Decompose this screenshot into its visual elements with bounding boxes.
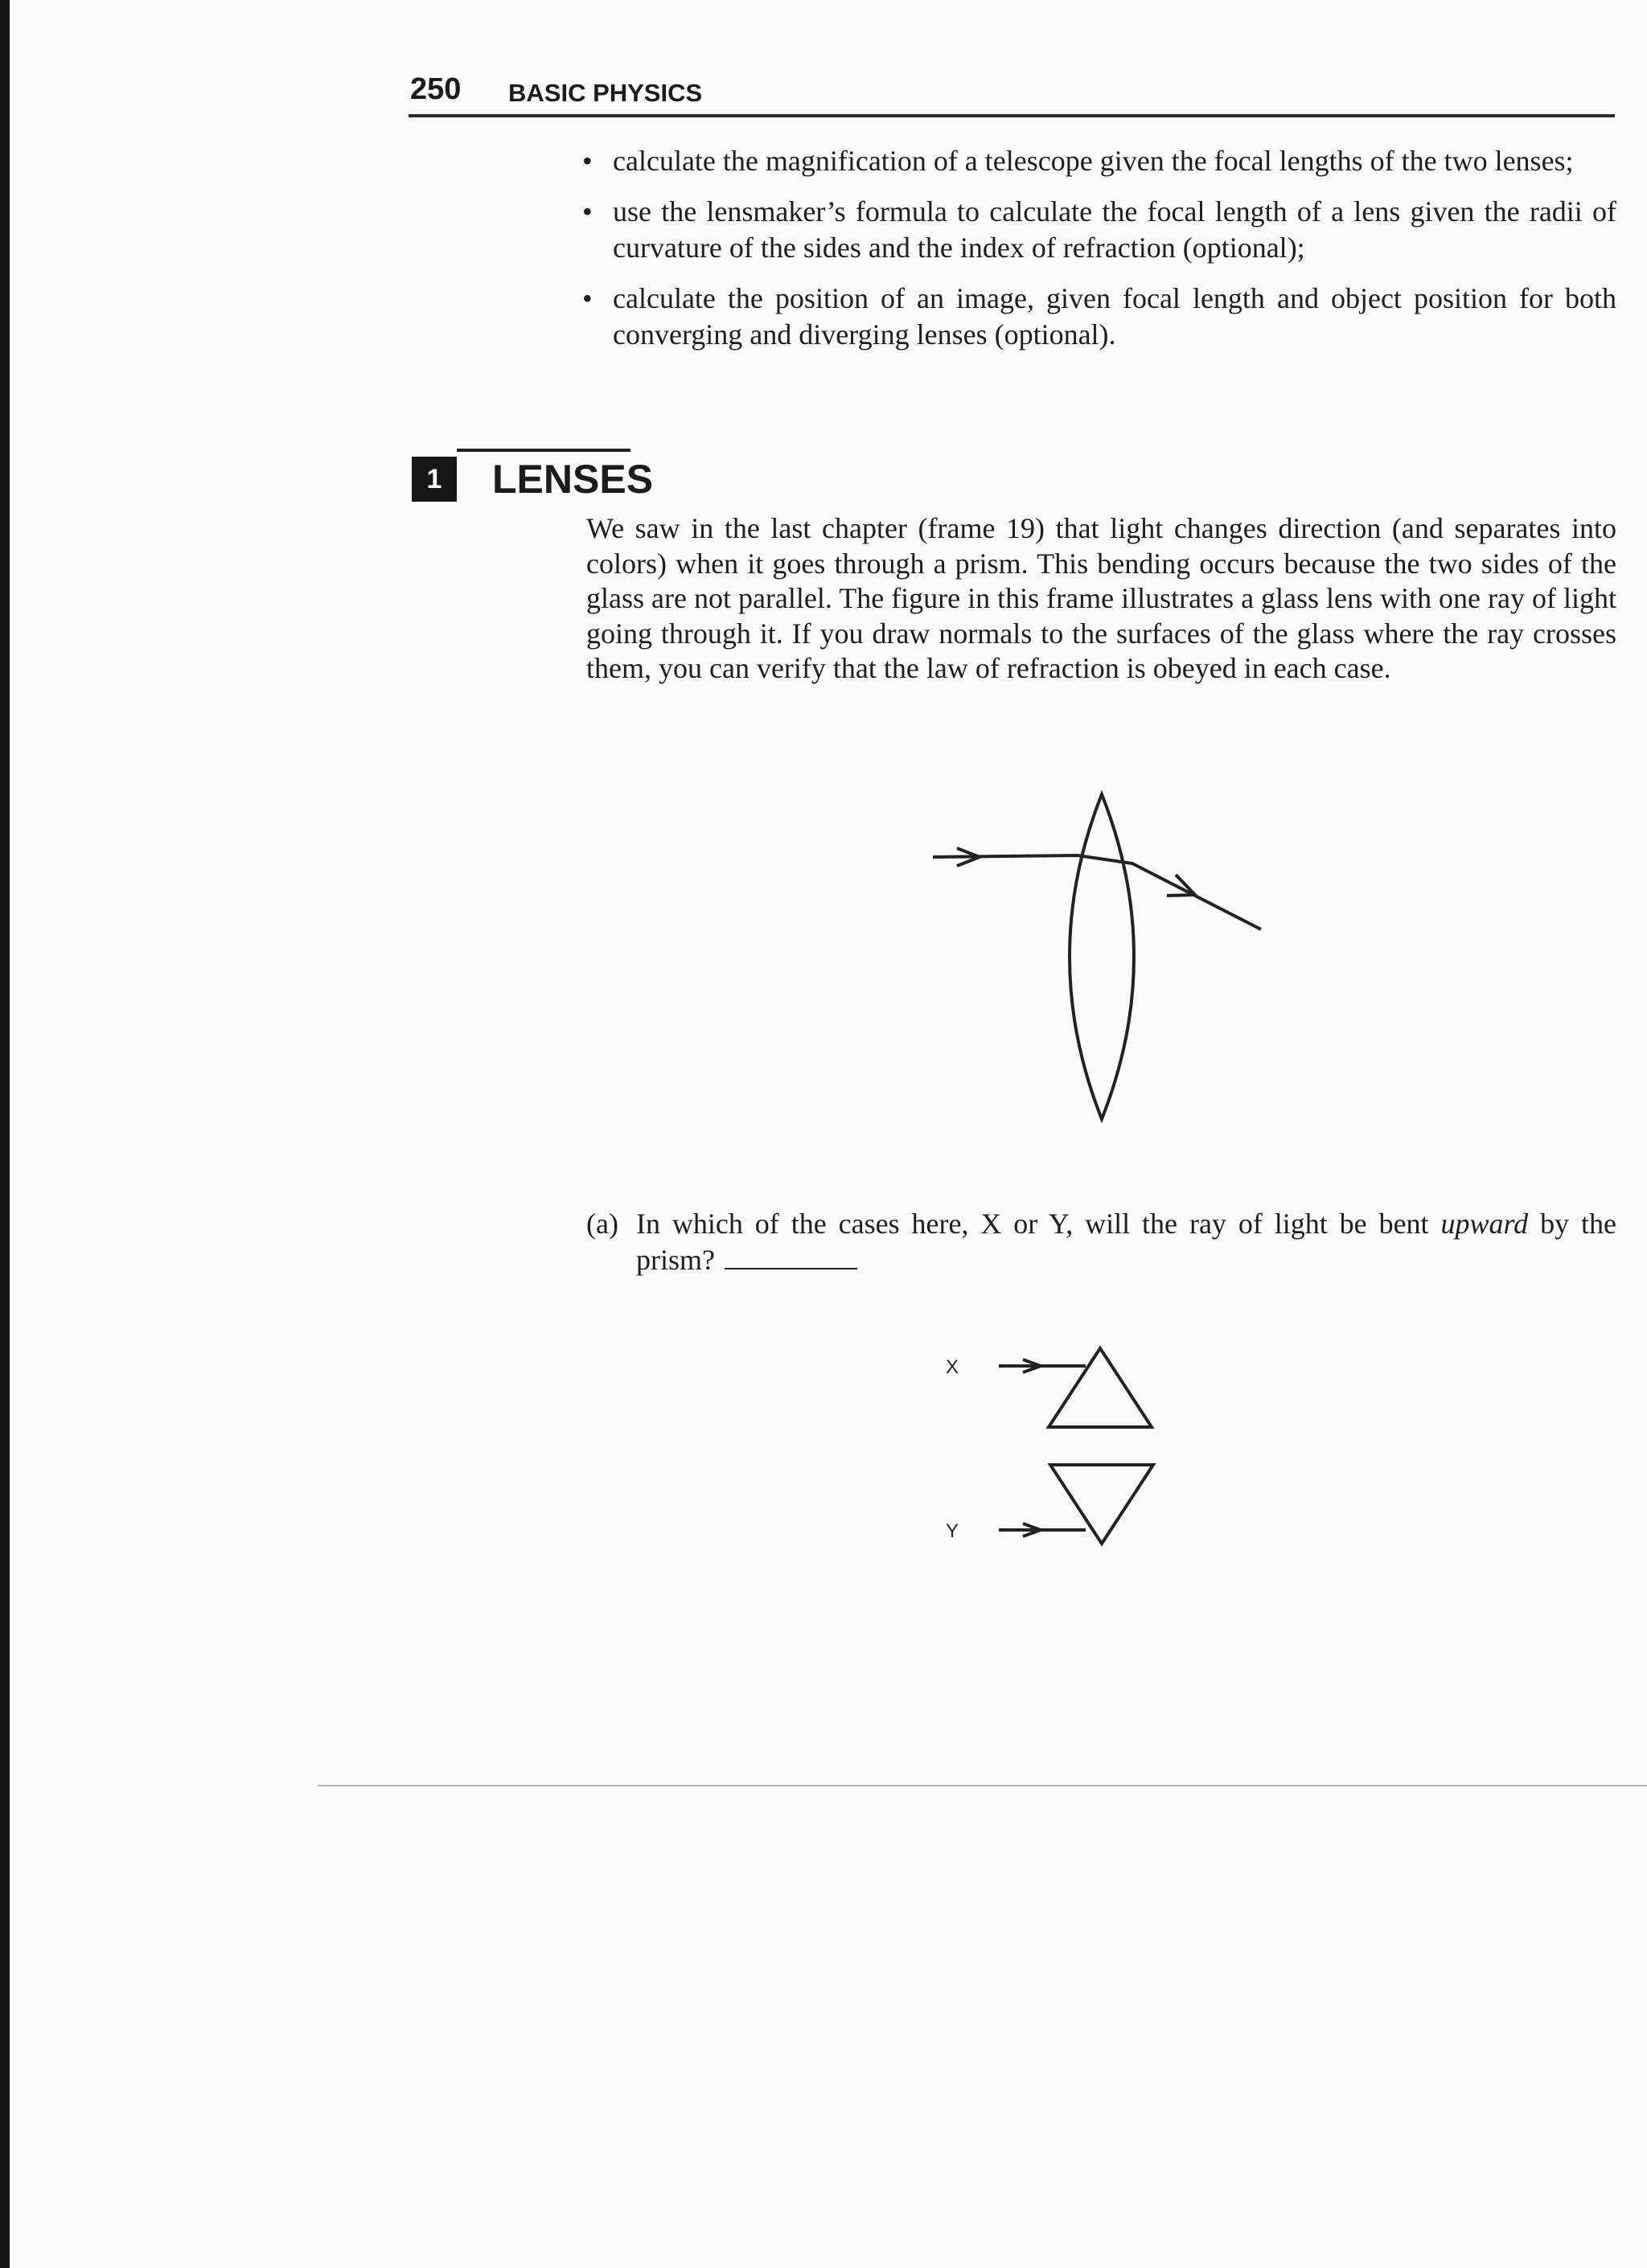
page-number: 250 <box>410 72 462 106</box>
case-x-label: X <box>946 1356 959 1378</box>
convex-lens-shape <box>1070 794 1134 1119</box>
answer-blank[interactable] <box>725 1244 857 1269</box>
section-title: LENSES <box>492 457 654 502</box>
section-rule <box>457 449 630 452</box>
prism-y-triangle <box>1050 1465 1153 1544</box>
bullet-icon: • <box>582 282 593 314</box>
section-number: 1 <box>412 457 457 502</box>
objective-item <box>582 194 1616 266</box>
running-header <box>409 71 1615 117</box>
objective-item <box>582 281 1616 353</box>
prism-cases-figure <box>946 1335 1190 1568</box>
question-label: (a) <box>586 1208 618 1240</box>
bullet-icon: • <box>582 145 593 177</box>
objective-text: calculate the position of an image, given focal length and object position for both converging and diverging lenses (optional). <box>613 282 1616 351</box>
prism-x-triangle <box>1049 1348 1152 1427</box>
objective-text: calculate the magnification of a telescope given the focal lengths of the two lenses; <box>613 145 1574 177</box>
objective-item <box>582 143 1616 179</box>
bullet-icon: • <box>582 195 593 228</box>
objectives-list <box>582 143 1616 367</box>
section-body-paragraph: We saw in the last chapter (frame 19) that light changes direction (and separates into colors) when it goes through a prism. This bending occurs because the two sides of the glass are not parallel. The figure in this frame illustrates a glass lens with one ray of light going through it. If you draw normals to the surfaces of the glass where the ray crosses them, you can verify that the law of refraction is obeyed in each case. <box>586 512 1616 684</box>
page-bottom-rule <box>318 1785 1647 1786</box>
section-header <box>412 449 654 503</box>
book-title: BASIC PHYSICS <box>508 79 703 107</box>
question-emphasis: upward <box>1440 1208 1529 1240</box>
question-text: In which of the cases here, X or Y, will the ray of light be bent upward by the prism? <box>636 1208 1616 1276</box>
question-a <box>586 1206 1616 1278</box>
lens-ray-figure <box>933 780 1271 1126</box>
case-y-label: Y <box>946 1520 959 1542</box>
scan-binding-edge <box>0 0 10 2268</box>
refracted-ray-arrowhead <box>1167 875 1195 896</box>
light-ray-path <box>933 855 1261 929</box>
objective-text: use the lensmaker’s formula to calculate the focal length of a lens given the radii of curvature of the sides and the index of refraction (optional); <box>613 195 1616 264</box>
